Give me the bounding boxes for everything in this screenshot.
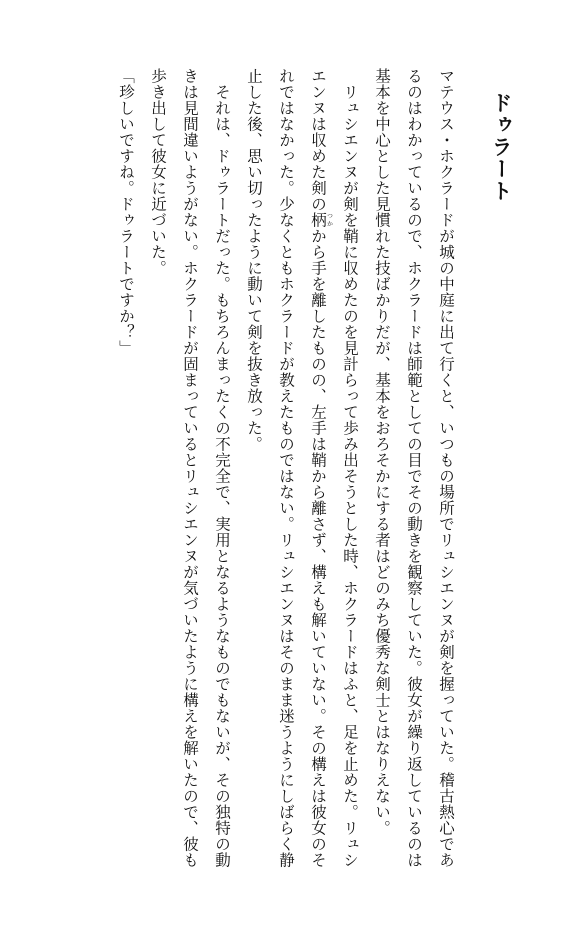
- paragraph-with-ruby: [238, 68, 366, 868]
- paragraph: それは、ドゥラートだった。もちろんまったくの不完全で、実用となるようなものでもないが、その独特の動きは見間違いようがない。ホクラードが固まっているとリュシエンヌが気づいたように構えを解いたので、彼も歩き出して彼女に近づいた。: [149, 68, 231, 868]
- ruby-annotation: [309, 212, 333, 228]
- ruby-base: 柄: [309, 212, 327, 228]
- paragraph-text-before: リュシエンヌが剣を鞘に収めたのを見計らって歩み出そうとした時、ホクラードはふと、足を止めた。リュシエンヌは収めた剣の: [309, 68, 359, 868]
- dialogue-line: 「珍しいですね。ドゥラートですか？」: [117, 68, 135, 356]
- paragraph-text-after: から手を離したものの、左手は鞘から離さず、構えも解いていない。その構えは彼女のそれではなかった。少なくともホクラードが教えたものではない。リュシエンヌはそのまま迷うようにしばらく静止した後、思い切ったように動いて剣を抜き放った。: [245, 68, 327, 868]
- paragraph: マテウス・ホクラードが城の中庭に出て行くと、いつもの場所でリュシエンヌが剣を握っていた。稽古熱心であるのはわかっているので、ホクラードは師範としての目でその動きを観察していた。彼女が繰り返しているのは基本を中心とした見慣れた技ばかりだが、基本をおろそかにする者はどのみち優秀な剣士とはなりえない。: [373, 68, 455, 868]
- ruby-reading: つか: [325, 212, 333, 228]
- body-text: [110, 68, 462, 868]
- chapter-title: ドゥラート: [489, 92, 515, 202]
